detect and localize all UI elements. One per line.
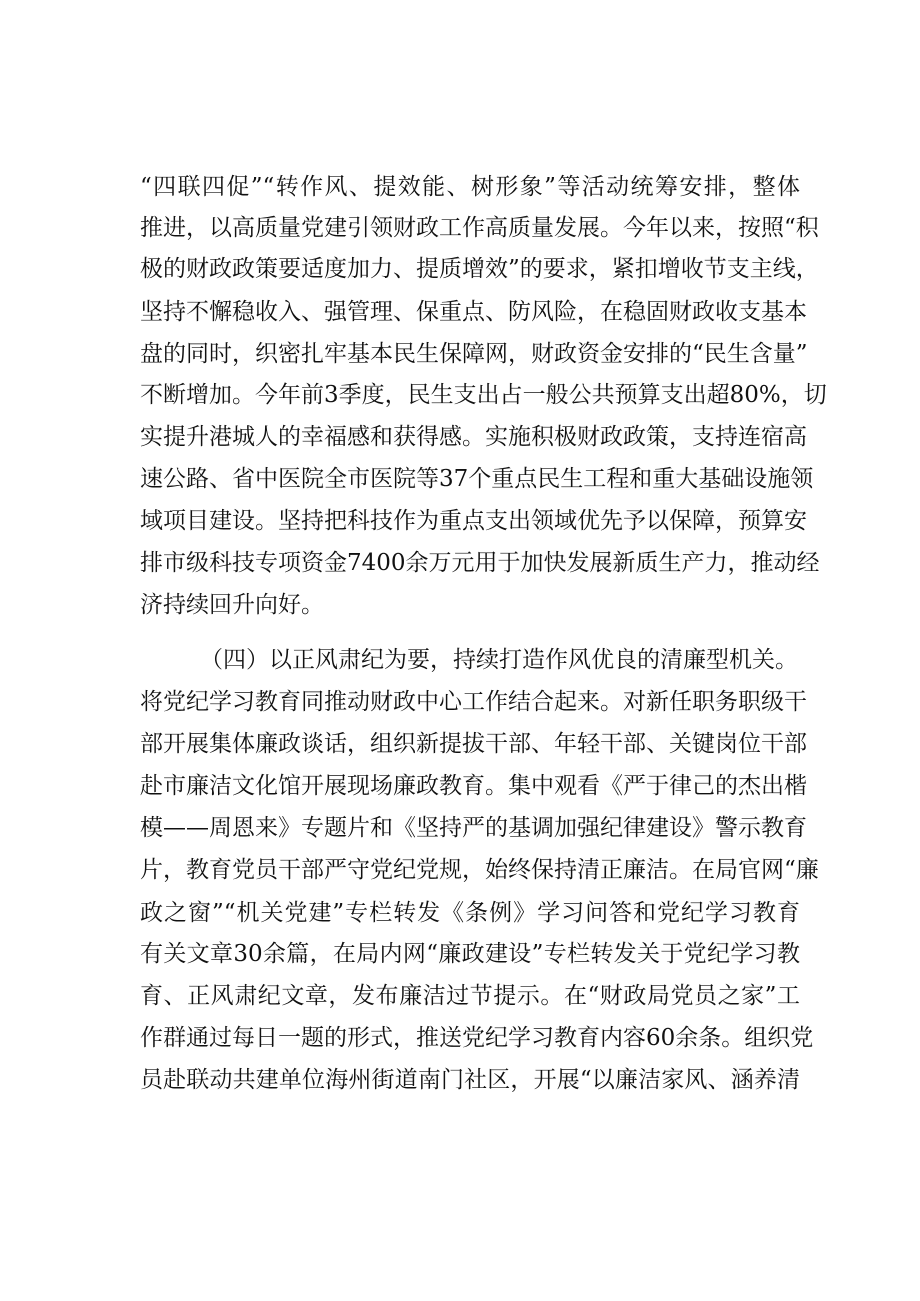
paragraph-1-line-1: “四联四促”“转作风、提效能、树形象”等活动统筹安排，整体 <box>140 174 800 200</box>
paragraph-2-line-10: 作群通过每日一题的形式，推送党纪学习教育内容60余条。组织党 <box>140 1025 814 1051</box>
paragraph-2-line-11: 员赴联动共建单位海州街道南门社区，开展“以廉洁家风、涵养清 <box>140 1067 800 1093</box>
paragraph-1-line-3: 极的财政政策要适度加力、提质增效”的要求，紧扣增收节支主线， <box>140 256 819 282</box>
paragraph-1-line-11: 济持续回升向好。 <box>140 592 324 618</box>
paragraph-2-line-4: 赴市廉洁文化馆开展现场廉政教育。集中观看《严于律己的杰出楷 <box>140 773 807 799</box>
paragraph-1-line-7: 实提升港城人的幸福感和获得感。实施积极财政政策，支持连宿高 <box>140 424 807 450</box>
paragraph-1-line-2: 推进，以高质量党建引领财政工作高质量发展。今年以来，按照“积 <box>140 215 819 241</box>
paragraph-1-line-9: 域项目建设。坚持把科技作为重点支出领域优先予以保障，预算安 <box>140 508 807 534</box>
paragraph-2-line-2: 将党纪学习教育同推动财政中心工作结合起来。对新任职务职级干 <box>140 689 807 715</box>
paragraph-1-line-8: 速公路、省中医院全市医院等37个重点民生工程和重大基础设施领 <box>140 466 814 492</box>
paragraph-2-line-6: 片，教育党员干部严守党纪党规，始终保持清正廉洁。在局官网“廉 <box>140 857 819 883</box>
section-heading-4: （四）以正风肃纪为要，持续打造作风优良的清廉型机关。 <box>200 647 798 673</box>
paragraph-2-line-9: 育、正风肃纪文章，发布廉洁过节提示。在“财政局党员之家”工 <box>140 983 800 1009</box>
paragraph-1-line-4: 坚持不懈稳收入、强管理、保重点、防风险，在稳固财政收支基本 <box>140 299 807 325</box>
paragraph-1-line-6: 不断增加。今年前3季度，民生支出占一般公共预算支出超80%，切 <box>140 382 827 408</box>
paragraph-2-line-7: 政之窗”“机关党建”专栏转发《条例》学习问答和党纪学习教育 <box>140 900 800 926</box>
paragraph-2-line-5: 模——周恩来》专题片和《坚持严的基调加强纪律建设》警示教育 <box>140 815 807 841</box>
paragraph-1-line-10: 排市级科技专项资金7400余万元用于加快发展新质生产力，推动经 <box>140 550 820 576</box>
paragraph-2-line-8: 有关文章30余篇，在局内网“廉政建设”专栏转发关于党纪学习教 <box>140 941 800 967</box>
paragraph-2-line-3: 部开展集体廉政谈话，组织新提拔干部、年轻干部、关键岗位干部 <box>140 731 807 757</box>
paragraph-1-line-5: 盘的同时，织密扎牢基本民生保障网，财政资金安排的“民生含量” <box>140 341 808 367</box>
